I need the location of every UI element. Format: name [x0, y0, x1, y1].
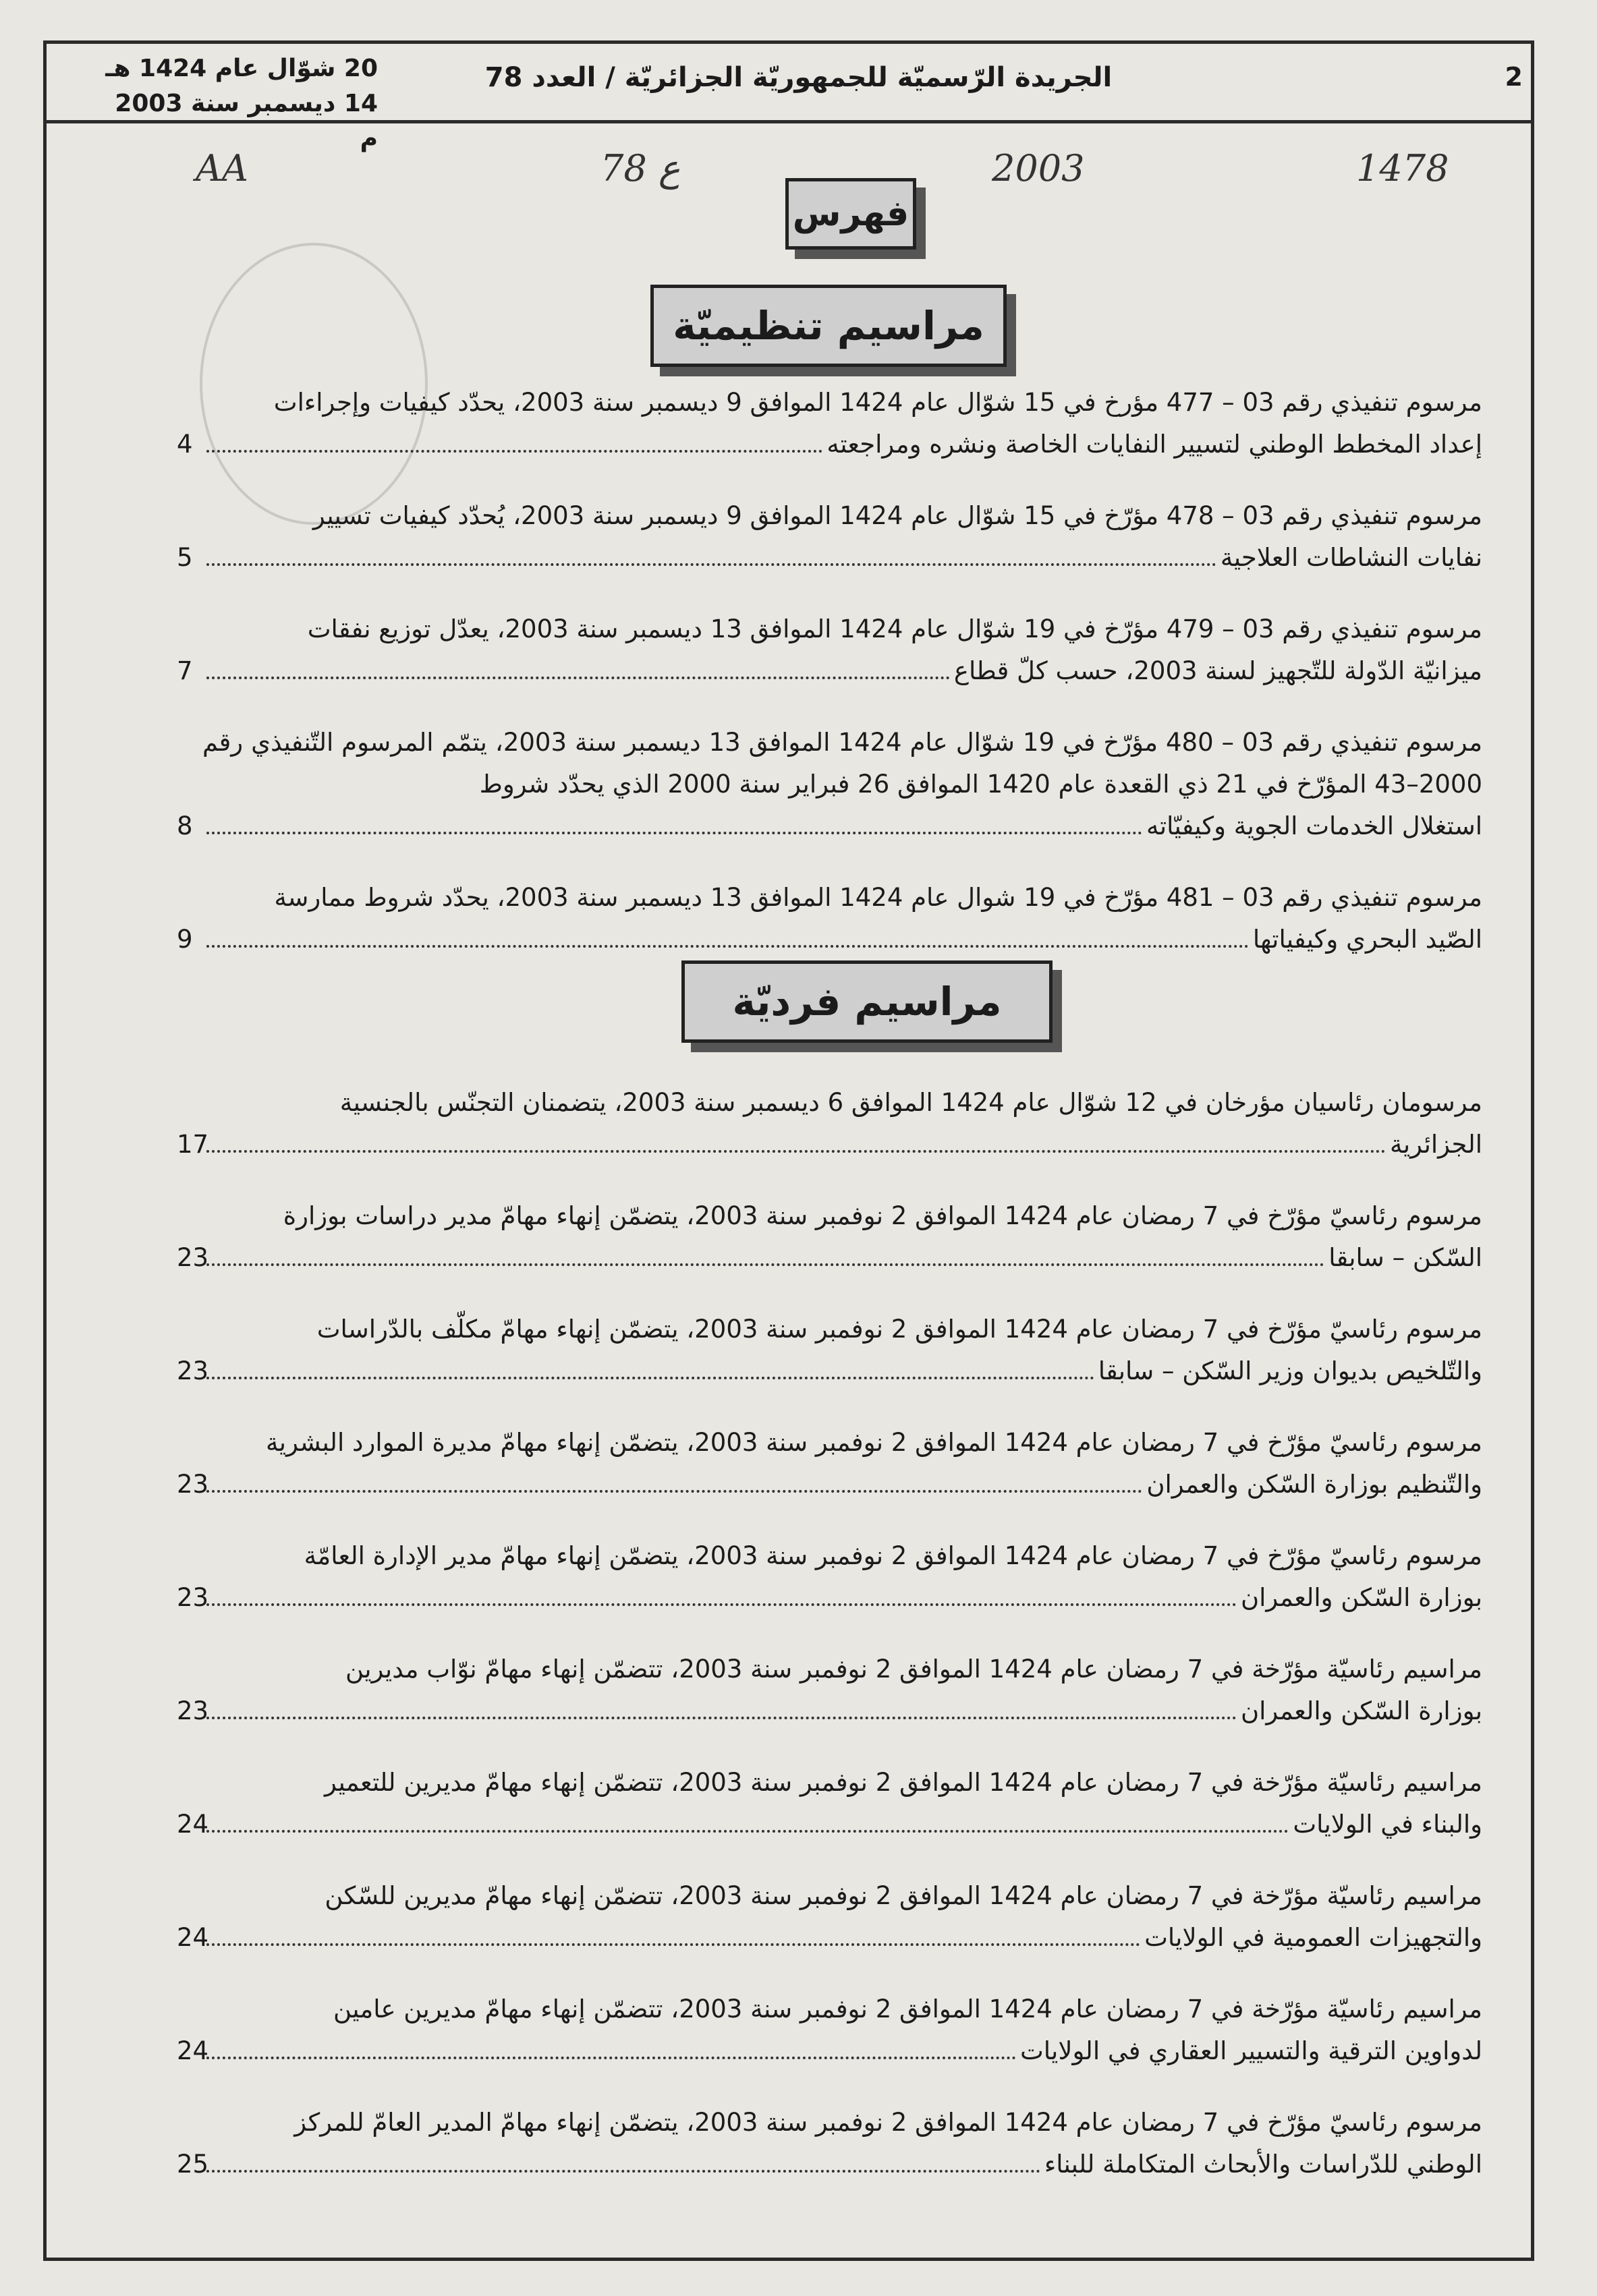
toc-entry-text: مراسيم رئاسيّة مؤرّخة في 7 رمضان عام 1424 الموافق 2 نوفمبر سنة 2003، تتضمّن إنهاء مهامّ نوّاب مديرين	[345, 1655, 1482, 1684]
toc-entry[interactable]	[177, 1875, 1482, 1959]
toc-page-number: 24	[177, 1810, 209, 1839]
toc-entry[interactable]	[177, 1762, 1482, 1845]
toc-entry[interactable]	[177, 1988, 1482, 2072]
toc-entry-tail: الجزائرية	[1390, 1130, 1482, 1159]
toc-entry-last-line	[177, 805, 1482, 847]
toc-entry-text: مراسيم رئاسيّة مؤرّخة في 7 رمضان عام 1424 الموافق 2 نوفمبر سنة 2003، تتضمّن إنهاء مهامّ مديرين للتعمير	[325, 1768, 1482, 1797]
toc-entry[interactable]	[177, 2102, 1482, 2185]
toc-entry-text: مرسوم رئاسيّ مؤرّخ في 7 رمضان عام 1424 الموافق 2 نوفمبر سنة 2003، يتضمّن إنهاء مهامّ المدير العامّ للمركز	[294, 2108, 1482, 2137]
toc-section-regulatory	[177, 382, 1483, 990]
toc-entry-text: مرسوم رئاسيّ مؤرّخ في 7 رمضان عام 1424 الموافق 2 نوفمبر سنة 2003، يتضمّن إنهاء مهامّ مكلّف بالدّراسات	[316, 1315, 1482, 1344]
dot-leader	[206, 1717, 1237, 1719]
toc-entry-tail: والتّنظيم بوزارة السّكن والعمران	[1146, 1470, 1482, 1499]
toc-page-number: 17	[177, 1130, 209, 1159]
toc-entry-last-line	[177, 650, 1482, 692]
toc-entry-tail: والتّلخيص بديوان وزير السّكن – سابقا	[1098, 1356, 1482, 1385]
toc-entry-text: مرسوم تنفيذي رقم 03 – 480 مؤرّخ في 19 شوّال عام 1424 الموافق 13 ديسمبر سنة 2003، يتمّم المرسوم التّنفيذي رقم 2000–43 المؤرّخ في 21 ذي القعدة عام 1420 الموافق 26 فبراير سنة 2000 الذي يحدّد شروط	[202, 728, 1483, 799]
toc-entry-text: مرسوم تنفيذي رقم 03 – 477 مؤرخ في 15 شوّال عام 1424 الموافق 9 ديسمبر سنة 2003، يحدّد كيفيات وإجراءات	[273, 388, 1482, 417]
dot-leader	[206, 563, 1216, 566]
toc-entry-text: مرسوم رئاسيّ مؤرّخ في 7 رمضان عام 1424 الموافق 2 نوفمبر سنة 2003، يتضمّن إنهاء مهامّ مدير دراسات بوزارة	[283, 1201, 1482, 1230]
toc-page-number: 5	[177, 543, 193, 572]
dot-leader	[206, 450, 822, 453]
toc-entry-last-line	[177, 1690, 1482, 1732]
toc-entry-text: مرسوم تنفيذي رقم 03 – 479 مؤرّخ في 19 شوّال عام 1424 الموافق 13 ديسمبر سنة 2003، يعدّل توزيع نفقات	[307, 614, 1482, 643]
toc-page-number: 23	[177, 1356, 209, 1385]
dot-leader	[206, 1490, 1142, 1493]
toc-section-individual	[177, 1082, 1482, 2215]
toc-entry-last-line	[177, 1124, 1482, 1166]
toc-entry-tail: نفايات النشاطات العلاجية	[1220, 543, 1482, 572]
dot-leader	[206, 1943, 1140, 1946]
toc-entry[interactable]	[177, 382, 1482, 465]
header-date	[94, 51, 378, 156]
toc-entry[interactable]	[177, 1195, 1482, 1279]
toc-entry-tail: بوزارة السّكن والعمران	[1240, 1583, 1482, 1612]
toc-entry[interactable]	[177, 877, 1482, 960]
section-title: مراسيم فرديّة	[681, 960, 1053, 1043]
toc-entry-tail: ميزانيّة الدّولة للتّجهيز لسنة 2003، حسب كلّ قطاع	[953, 656, 1482, 685]
toc-entry-tail: والتجهيزات العمومية في الولايات	[1144, 1923, 1482, 1952]
toc-page-number: 25	[177, 2150, 209, 2179]
toc-page-number: 23	[177, 1243, 209, 1272]
toc-entry-last-line	[177, 1464, 1482, 1505]
toc-entry-tail: لدواوين الترقية والتسيير العقاري في الولايات	[1019, 2036, 1482, 2065]
toc-entry-text: مراسيم رئاسيّة مؤرّخة في 7 رمضان عام 1424 الموافق 2 نوفمبر سنة 2003، تتضمّن إنهاء مهامّ مديرين عامين	[333, 1994, 1482, 2024]
index-title: فهرس	[785, 178, 916, 250]
toc-entry-tail: والبناء في الولايات	[1293, 1810, 1482, 1839]
dot-leader	[206, 1263, 1324, 1266]
section-title: مراسيم تنظيميّة	[650, 285, 1007, 367]
toc-page-number: 23	[177, 1583, 209, 1612]
dot-leader	[206, 945, 1249, 948]
dot-leader	[206, 1377, 1094, 1379]
toc-entry[interactable]	[177, 1648, 1482, 1732]
toc-entry[interactable]	[177, 722, 1483, 847]
toc-entry-last-line	[177, 1350, 1482, 1392]
toc-page-number: 23	[177, 1696, 209, 1725]
journal-title: الجريدة الرّسميّة للجمهوريّة الجزائريّة / العدد 78	[484, 62, 1113, 93]
date-gregorian: 14 ديسمبر سنة 2003 م	[115, 90, 378, 152]
toc-entry-last-line	[177, 2144, 1482, 2185]
toc-entry-last-line	[177, 424, 1482, 465]
toc-entry-last-line	[177, 919, 1482, 960]
toc-entry-text: مراسيم رئاسيّة مؤرّخة في 7 رمضان عام 1424 الموافق 2 نوفمبر سنة 2003، تتضمّن إنهاء مهامّ مديرين للسّكن	[325, 1881, 1482, 1910]
toc-entry-text: مرسوم تنفيذي رقم 03 – 481 مؤرّخ في 19 شوال عام 1424 الموافق 13 ديسمبر سنة 2003، يحدّد شروط ممارسة	[274, 883, 1482, 912]
toc-page-number: 9	[177, 925, 193, 954]
handwritten-note: 1478	[1356, 147, 1449, 190]
date-hijri: 20 شوّال عام 1424 هـ	[105, 55, 378, 82]
dot-leader	[206, 2057, 1016, 2059]
toc-entry-tail: الصّيد البحري وكيفياتها	[1252, 925, 1482, 954]
page-number: 2	[1505, 62, 1523, 92]
toc-entry-last-line	[177, 1237, 1482, 1279]
toc-entry-tail: بوزارة السّكن والعمران	[1240, 1696, 1482, 1725]
toc-entry-last-line	[177, 1577, 1482, 1619]
toc-page-number: 24	[177, 2036, 209, 2065]
toc-entry-text: مرسومان رئاسيان مؤرخان في 12 شوّال عام 1424 الموافق 6 ديسمبر سنة 2003، يتضمنان التجنّس بالجنسية	[339, 1088, 1482, 1117]
dot-leader	[206, 2170, 1040, 2173]
toc-entry-tail: استغلال الخدمات الجوية وكيفيّاته	[1146, 811, 1482, 840]
dot-leader	[206, 1150, 1386, 1153]
handwritten-note: 2003	[992, 147, 1085, 190]
dot-leader	[206, 1603, 1237, 1606]
toc-page-number: 7	[177, 656, 193, 685]
toc-entry-text: مرسوم رئاسيّ مؤرّخ في 7 رمضان عام 1424 الموافق 2 نوفمبر سنة 2003، يتضمّن إنهاء مهامّ مدير الإدارة العامّة	[304, 1541, 1482, 1570]
handwritten-note: AA	[196, 147, 248, 190]
handwritten-note: 78 ع	[600, 147, 681, 190]
toc-entry[interactable]	[177, 608, 1482, 692]
toc-entry-text: مرسوم تنفيذي رقم 03 – 478 مؤرّخ في 15 شوّال عام 1424 الموافق 9 ديسمبر سنة 2003، يُحدّد كيفيات تسيير	[312, 501, 1482, 530]
toc-entry-text: مرسوم رئاسيّ مؤرّخ في 7 رمضان عام 1424 الموافق 2 نوفمبر سنة 2003، يتضمّن إنهاء مهامّ مديرة الموارد البشرية	[265, 1428, 1482, 1457]
dot-leader	[206, 832, 1142, 834]
toc-page-number: 8	[177, 811, 193, 840]
toc-entry-last-line	[177, 1804, 1482, 1845]
toc-entry-last-line	[177, 537, 1482, 579]
toc-entry[interactable]	[177, 495, 1482, 579]
toc-entry[interactable]	[177, 1422, 1482, 1505]
dot-leader	[206, 677, 950, 679]
toc-page-number: 24	[177, 1923, 209, 1952]
toc-entry-last-line	[177, 1917, 1482, 1959]
toc-entry-tail: الوطني للدّراسات والأبحاث المتكاملة للبناء	[1044, 2150, 1482, 2179]
toc-page-number: 23	[177, 1470, 209, 1499]
toc-page-number: 4	[177, 430, 193, 459]
toc-entry[interactable]	[177, 1535, 1482, 1619]
dot-leader	[206, 1830, 1289, 1833]
toc-entry[interactable]	[177, 1309, 1482, 1392]
toc-entry[interactable]	[177, 1082, 1482, 1166]
toc-entry-tail: إعداد المخطط الوطني لتسيير النفايات الخاصة ونشره ومراجعته	[826, 430, 1482, 459]
toc-entry-tail: السّكن – سابقا	[1328, 1243, 1482, 1272]
toc-entry-last-line	[177, 2030, 1482, 2072]
